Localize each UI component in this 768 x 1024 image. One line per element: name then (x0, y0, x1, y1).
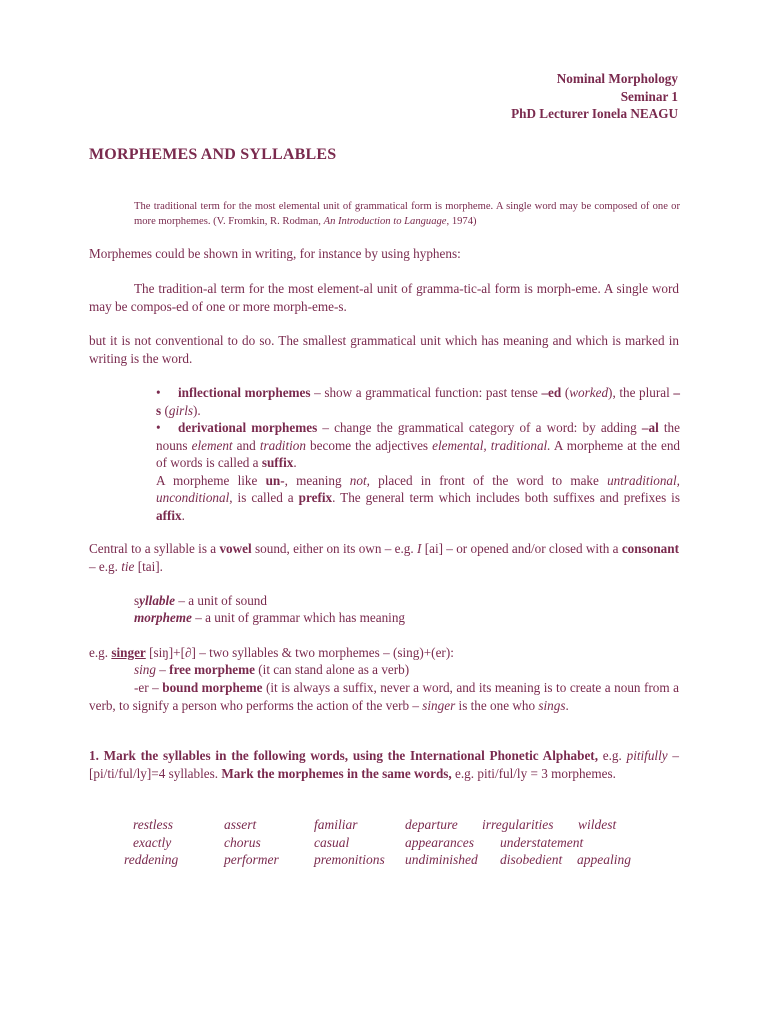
example-element: element (191, 437, 233, 453)
text: A morpheme at the end of words is called a (156, 437, 681, 470)
bullet-icon: • (156, 420, 161, 435)
example-word-sings: sings (538, 697, 566, 713)
example-pitifully: pitifully (626, 748, 668, 763)
term-free-morpheme: free morpheme (169, 662, 255, 677)
paragraph-hyphenated-example: The tradition-al term for the most element-al unit of gramma-tic-al form is morph-eme. A single word may be compos-ed of one or more morph-eme-s. (89, 281, 679, 314)
word: performer (224, 852, 279, 867)
intro-quote (134, 199, 680, 229)
lecturer-name: PhD Lecturer Ionela NEAGU (511, 106, 678, 121)
text: – e.g. (89, 558, 122, 574)
text: e.g. piti/ful/ly = 3 morphemes. (451, 765, 616, 781)
text: . (565, 697, 569, 713)
text: . (293, 455, 297, 470)
quote-text: The traditional term for the most elemental unit of grammatical form is morpheme. A single word may be composed of one or more morphemes. (V. Fromkin, R. Rodman, (134, 201, 680, 227)
text: . (181, 507, 185, 523)
paragraph-hyphens-intro: Morphemes could be shown in writing, for instance by using hyphens: (89, 246, 461, 261)
text: ( (561, 385, 570, 400)
word: assert (224, 817, 257, 832)
example-worked: worked (569, 385, 609, 400)
text: ( (161, 402, 169, 418)
example-girls: girls (168, 402, 194, 418)
example-tradition: tradition (259, 437, 306, 453)
text: placed in front of the word to make (369, 472, 608, 488)
example-adjectives: elemental, traditional. (432, 437, 551, 453)
text: the nouns (156, 420, 680, 453)
text: . The general term which includes both suffixes and prefixes is (332, 490, 680, 505)
suffix-s: –s (156, 385, 680, 418)
word: disobedient (500, 852, 563, 867)
text: -er (134, 680, 149, 695)
example-word-singer: singer (422, 697, 456, 713)
term-consonant: consonant (621, 541, 679, 556)
page-title: MORPHEMES AND SYLLABLES (89, 146, 337, 163)
text: – a unit of sound (175, 593, 267, 608)
prefix-un: un- (265, 472, 285, 488)
word: undiminished (405, 852, 478, 867)
seminar-number: Seminar 1 (620, 88, 678, 104)
text: (it can stand alone as a verb) (254, 662, 410, 677)
text: and (232, 437, 260, 453)
text: is the one who (455, 697, 539, 713)
text: – [pi/ti/ful/ly]=4 syllables. (89, 748, 679, 781)
word: premonitions (314, 852, 385, 867)
word: familiar (314, 817, 358, 832)
text: , is called a (229, 490, 299, 505)
term-suffix: suffix (261, 455, 294, 470)
exercise-instructions (89, 747, 679, 782)
term-morpheme: morpheme (134, 610, 192, 625)
text: e.g. (598, 748, 627, 763)
text: [siŋ]+[∂] – two syllables & two morphemes – (sing)+(er): (145, 645, 454, 660)
text: e.g. (89, 645, 112, 660)
suffix-ed: –ed (541, 385, 562, 400)
text: Central to a syllable is a (89, 541, 220, 556)
text: – a unit of grammar which has meaning (191, 610, 406, 625)
bullet-icon: • (156, 385, 161, 400)
text: s (134, 593, 140, 608)
word: casual (314, 835, 350, 850)
text: [tai]. (134, 558, 163, 574)
word: departure (405, 817, 458, 832)
text: [ai] – or opened and/or closed with a (421, 541, 622, 556)
word: exactly (133, 835, 172, 850)
exercise-heading: 1. Mark the syllables in the following words, using the International Phonetic Alphabet, (89, 748, 598, 763)
bullet-inflectional (156, 384, 680, 419)
word: irregularities (482, 817, 554, 832)
example-i: I (416, 541, 422, 556)
word: reddening (124, 852, 179, 867)
term-prefix: prefix (298, 490, 333, 505)
term-affix: affix (156, 507, 182, 523)
suffix-al: –al (641, 420, 659, 435)
text: , meaning (284, 472, 350, 488)
word: understatement (500, 835, 584, 850)
text: ). (193, 402, 201, 418)
exercise-heading-morphemes: Mark the morphemes in the same words, (221, 765, 452, 781)
paragraph-syllable (89, 540, 679, 575)
quote-year: , 1974) (446, 216, 477, 227)
term-vowel: vowel (219, 541, 252, 556)
header (511, 70, 678, 123)
text: sound, either on its own – e.g. (251, 541, 417, 556)
word: wildest (578, 817, 617, 832)
term-bound-morpheme: bound morpheme (162, 680, 263, 695)
term-inflectional: inflectional morphemes (178, 385, 311, 400)
meaning-not: not, (349, 472, 370, 488)
word: appealing (577, 852, 631, 867)
text: become the adjectives (305, 437, 433, 453)
example-word-singer: singer (111, 645, 146, 660)
course-name: Nominal Morphology (556, 71, 678, 86)
example-word-sing: sing (134, 662, 156, 677)
text: ), the plural (608, 385, 674, 400)
term-syllable: yllable (139, 593, 176, 608)
example-tie: tie (121, 558, 135, 574)
word: restless (133, 817, 173, 832)
text: – (155, 662, 170, 677)
definition-morpheme (134, 609, 405, 627)
word: chorus (224, 835, 261, 850)
example-er-line (89, 679, 679, 714)
word: appearances (405, 835, 474, 850)
bullet-derivational (156, 419, 680, 524)
text: – (148, 680, 163, 695)
term-derivational: derivational morphemes (178, 420, 318, 435)
definition-syllable (134, 592, 267, 610)
quote-book-title: An Introduction to Language (323, 216, 447, 227)
example-sing-line (134, 661, 409, 679)
paragraph-word-unit: but it is not conventional to do so. The smallest grammatical unit which has meaning and which is marked in writing is the word. (89, 333, 679, 366)
text: (it is always a suffix, never a word, and its meaning is to create a noun from a verb, to signify a person who performs the action of the verb – (89, 680, 680, 713)
text: – change the grammatical category of a word: by adding (317, 420, 642, 435)
example-untraditional: untraditional, unconditional (156, 472, 680, 505)
text: A morpheme like (156, 472, 266, 488)
text: – show a grammatical function: past tense (310, 385, 542, 400)
example-singer (89, 644, 679, 662)
